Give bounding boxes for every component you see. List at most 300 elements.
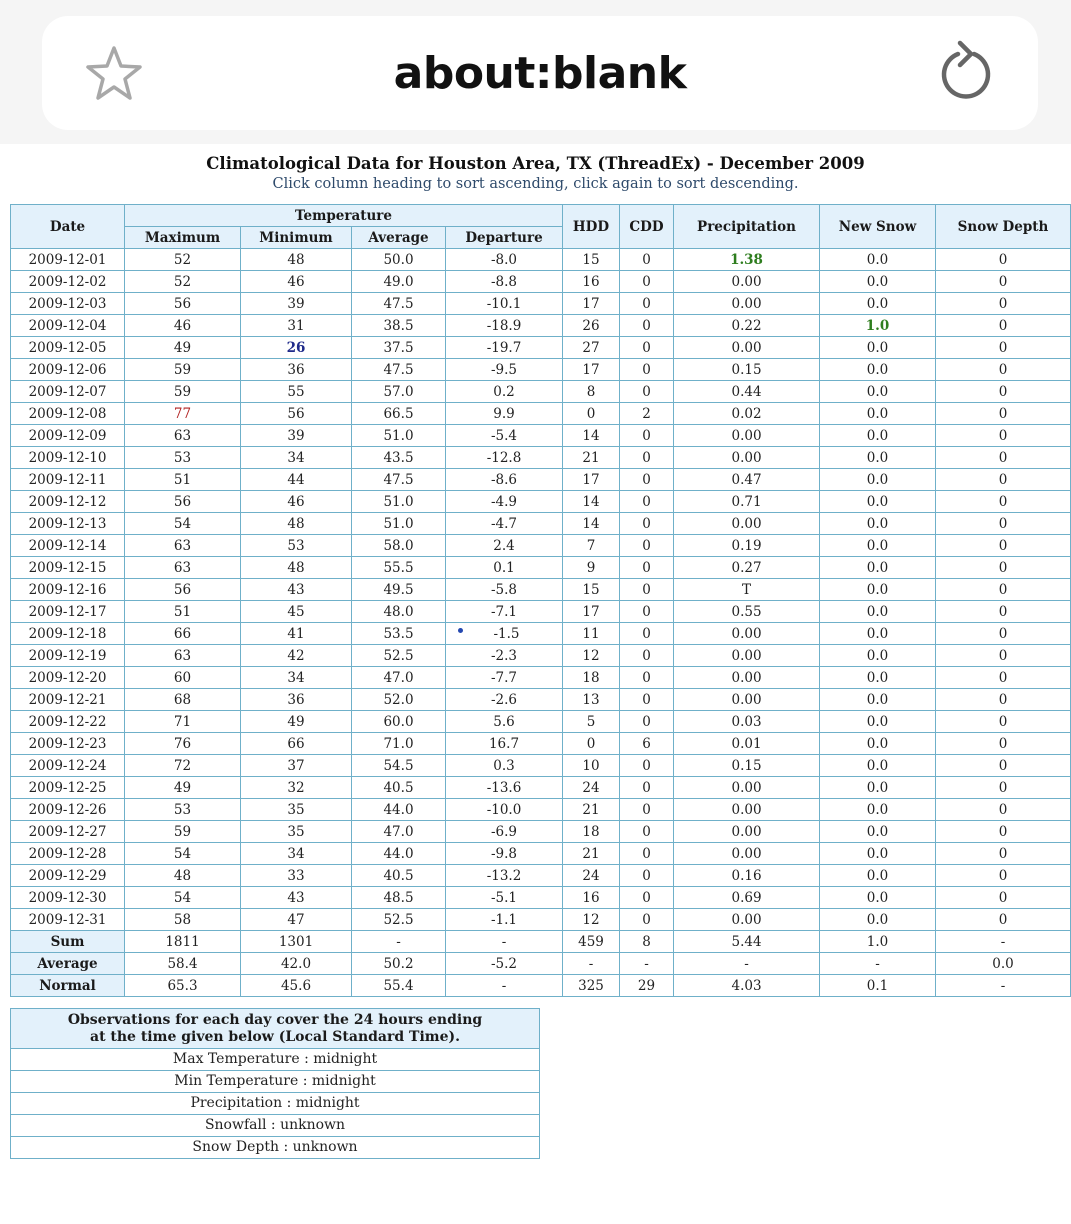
cell-hdd: 26	[563, 315, 620, 337]
cell-new-snow: 0.0	[820, 271, 936, 293]
col-header-snow-depth[interactable]: Snow Depth	[936, 205, 1071, 249]
cell-minimum: 35	[241, 821, 352, 843]
cell-departure: -8.0	[446, 249, 563, 271]
cell-precipitation: 0.00	[674, 337, 820, 359]
cell-minimum: 44	[241, 469, 352, 491]
daily-rows	[11, 249, 1071, 931]
table-row	[11, 909, 1071, 931]
cell-departure: 16.7	[446, 733, 563, 755]
cell-average: 52.5	[352, 645, 446, 667]
cell-average: 51.0	[352, 513, 446, 535]
cell-departure: -5.2	[446, 953, 563, 975]
cell-snow-depth: 0	[936, 887, 1071, 909]
cell-date: 2009-12-04	[11, 315, 125, 337]
table-row	[11, 359, 1071, 381]
cell-maximum: 51	[125, 601, 241, 623]
cell-new-snow: 0.1	[820, 975, 936, 997]
cell-average: 44.0	[352, 843, 446, 865]
cell-average: 48.0	[352, 601, 446, 623]
cell-average: 52.0	[352, 689, 446, 711]
cell-new-snow: 0.0	[820, 755, 936, 777]
cell-cdd: 0	[620, 755, 674, 777]
cell-minimum: 41	[241, 623, 352, 645]
summary-label: Normal	[11, 975, 125, 997]
cell-minimum: 42	[241, 645, 352, 667]
cell-snow-depth: 0	[936, 711, 1071, 733]
cell-snow-depth: 0	[936, 799, 1071, 821]
cell-maximum: 52	[125, 271, 241, 293]
cell-new-snow: 0.0	[820, 557, 936, 579]
cell-maximum: 54	[125, 887, 241, 909]
col-header-cdd[interactable]: CDD	[620, 205, 674, 249]
cell-departure: -2.3	[446, 645, 563, 667]
cell-hdd: -	[563, 953, 620, 975]
cell-maximum: 65.3	[125, 975, 241, 997]
cell-date: 2009-12-02	[11, 271, 125, 293]
cell-new-snow: 0.0	[820, 909, 936, 931]
cell-new-snow: 0.0	[820, 447, 936, 469]
cell-precipitation: 0.71	[674, 491, 820, 513]
cell-snow-depth: 0	[936, 623, 1071, 645]
cell-maximum: 76	[125, 733, 241, 755]
col-group-temperature: Temperature	[125, 205, 563, 227]
cell-snow-depth: 0	[936, 513, 1071, 535]
cell-new-snow: 0.0	[820, 733, 936, 755]
table-row	[11, 491, 1071, 513]
cell-cdd: 0	[620, 623, 674, 645]
observation-item: Precipitation : midnight	[11, 1093, 540, 1115]
cell-hdd: 21	[563, 447, 620, 469]
cell-date: 2009-12-25	[11, 777, 125, 799]
cell-date: 2009-12-11	[11, 469, 125, 491]
cell-date: 2009-12-24	[11, 755, 125, 777]
cell-snow-depth: 0	[936, 337, 1071, 359]
col-header-minimum[interactable]: Minimum	[241, 227, 352, 249]
cell-average: 49.0	[352, 271, 446, 293]
cell-hdd: 18	[563, 821, 620, 843]
table-row	[11, 843, 1071, 865]
cell-cdd: 0	[620, 689, 674, 711]
cell-snow-depth: 0	[936, 381, 1071, 403]
cell-departure: -9.5	[446, 359, 563, 381]
climate-data-table	[10, 204, 1071, 997]
cell-maximum: 56	[125, 579, 241, 601]
cell-precipitation: 0.03	[674, 711, 820, 733]
cell-snow-depth: 0	[936, 777, 1071, 799]
cell-maximum: 71	[125, 711, 241, 733]
cell-snow-depth: 0	[936, 667, 1071, 689]
observation-item: Snowfall : unknown	[11, 1115, 540, 1137]
col-header-hdd[interactable]: HDD	[563, 205, 620, 249]
cell-departure: -13.6	[446, 777, 563, 799]
cell-departure: -	[446, 931, 563, 953]
cell-new-snow: 0.0	[820, 425, 936, 447]
cell-departure: -	[446, 975, 563, 997]
col-header-maximum[interactable]: Maximum	[125, 227, 241, 249]
cell-departure: 5.6	[446, 711, 563, 733]
browser-toolbar	[0, 0, 1071, 144]
cell-average: 57.0	[352, 381, 446, 403]
table-row	[11, 249, 1071, 271]
cell-new-snow: 1.0	[820, 931, 936, 953]
cell-snow-depth: -	[936, 975, 1071, 997]
cell-hdd: 12	[563, 909, 620, 931]
cell-hdd: 15	[563, 249, 620, 271]
cell-hdd: 10	[563, 755, 620, 777]
cell-departure: -10.1	[446, 293, 563, 315]
cell-new-snow: 0.0	[820, 403, 936, 425]
cell-departure: -10.0	[446, 799, 563, 821]
cell-new-snow: -	[820, 953, 936, 975]
cell-average: 55.4	[352, 975, 446, 997]
cell-maximum: 56	[125, 491, 241, 513]
cell-cdd: 0	[620, 887, 674, 909]
cell-average: 51.0	[352, 491, 446, 513]
cell-maximum: 52	[125, 249, 241, 271]
cell-maximum: 60	[125, 667, 241, 689]
table-row	[11, 513, 1071, 535]
cell-precipitation: 0.15	[674, 755, 820, 777]
cell-precipitation: 0.00	[674, 689, 820, 711]
cell-hdd: 15	[563, 579, 620, 601]
cell-new-snow: 0.0	[820, 579, 936, 601]
cell-maximum: 77	[125, 403, 241, 425]
cell-hdd: 21	[563, 799, 620, 821]
table-row	[11, 821, 1071, 843]
cell-maximum: 49	[125, 337, 241, 359]
cell-precipitation: 0.44	[674, 381, 820, 403]
cell-cdd: 0	[620, 315, 674, 337]
cell-hdd: 17	[563, 601, 620, 623]
cell-departure: -1.5	[446, 623, 563, 645]
cell-cdd: 29	[620, 975, 674, 997]
cell-precipitation: 0.00	[674, 667, 820, 689]
col-header-departure[interactable]: Departure	[446, 227, 563, 249]
cell-minimum: 36	[241, 359, 352, 381]
cell-date: 2009-12-30	[11, 887, 125, 909]
table-row	[11, 403, 1071, 425]
cell-average: 47.5	[352, 359, 446, 381]
cell-minimum: 56	[241, 403, 352, 425]
cell-date: 2009-12-17	[11, 601, 125, 623]
cell-new-snow: 0.0	[820, 293, 936, 315]
cell-snow-depth: 0	[936, 865, 1071, 887]
cell-departure: -1.1	[446, 909, 563, 931]
cell-date: 2009-12-21	[11, 689, 125, 711]
cell-snow-depth: 0	[936, 755, 1071, 777]
table-row	[11, 557, 1071, 579]
cell-date: 2009-12-16	[11, 579, 125, 601]
cell-snow-depth: 0	[936, 645, 1071, 667]
cell-date: 2009-12-27	[11, 821, 125, 843]
cell-precipitation: 0.01	[674, 733, 820, 755]
cell-date: 2009-12-09	[11, 425, 125, 447]
table-row	[11, 293, 1071, 315]
cell-minimum: 32	[241, 777, 352, 799]
cell-average: 51.0	[352, 425, 446, 447]
cell-cdd: 0	[620, 821, 674, 843]
cell-new-snow: 0.0	[820, 513, 936, 535]
cell-minimum: 42.0	[241, 953, 352, 975]
cell-departure: -5.1	[446, 887, 563, 909]
cell-cdd: 0	[620, 293, 674, 315]
cell-new-snow: 0.0	[820, 491, 936, 513]
cell-departure: -12.8	[446, 447, 563, 469]
cell-maximum: 63	[125, 425, 241, 447]
cell-precipitation: 0.00	[674, 799, 820, 821]
col-header-average[interactable]: Average	[352, 227, 446, 249]
cell-departure: -8.6	[446, 469, 563, 491]
address-bar[interactable]	[42, 16, 1038, 130]
cell-average: 47.5	[352, 469, 446, 491]
cell-hdd: 13	[563, 689, 620, 711]
cell-date: 2009-12-07	[11, 381, 125, 403]
cell-cdd: 0	[620, 667, 674, 689]
cell-minimum: 49	[241, 711, 352, 733]
observation-item: Snow Depth : unknown	[11, 1137, 540, 1159]
table-row	[11, 667, 1071, 689]
cell-minimum: 1301	[241, 931, 352, 953]
page-subtitle: Click column heading to sort ascending, click again to sort descending.	[272, 176, 799, 192]
cell-departure: -8.8	[446, 271, 563, 293]
cell-minimum: 34	[241, 447, 352, 469]
col-header-precipitation[interactable]: Precipitation	[674, 205, 820, 249]
cell-maximum: 54	[125, 513, 241, 535]
cell-hdd: 11	[563, 623, 620, 645]
table-row	[11, 689, 1071, 711]
cell-precipitation: 0.00	[674, 447, 820, 469]
cell-maximum: 53	[125, 799, 241, 821]
cell-departure: 0.1	[446, 557, 563, 579]
cell-cdd: 0	[620, 447, 674, 469]
cell-minimum: 39	[241, 293, 352, 315]
cell-average: 38.5	[352, 315, 446, 337]
cell-average: 53.5	[352, 623, 446, 645]
cell-average: 50.0	[352, 249, 446, 271]
cell-snow-depth: 0	[936, 557, 1071, 579]
cell-average: 47.0	[352, 667, 446, 689]
cell-precipitation: 0.00	[674, 909, 820, 931]
cell-hdd: 16	[563, 271, 620, 293]
cell-hdd: 14	[563, 513, 620, 535]
cell-cdd: 0	[620, 249, 674, 271]
cell-cdd: 0	[620, 601, 674, 623]
cell-departure: -2.6	[446, 689, 563, 711]
cell-maximum: 53	[125, 447, 241, 469]
cell-precipitation: 0.22	[674, 315, 820, 337]
cell-maximum: 51	[125, 469, 241, 491]
cell-minimum: 48	[241, 249, 352, 271]
cell-cdd: 0	[620, 711, 674, 733]
cell-average: 55.5	[352, 557, 446, 579]
cell-date: 2009-12-15	[11, 557, 125, 579]
cell-hdd: 5	[563, 711, 620, 733]
table-row	[11, 777, 1071, 799]
observation-item: Min Temperature : midnight	[11, 1071, 540, 1093]
summary-row	[11, 975, 1071, 997]
cell-precipitation: 0.02	[674, 403, 820, 425]
cell-cdd: 0	[620, 579, 674, 601]
cell-date: 2009-12-23	[11, 733, 125, 755]
cell-minimum: 37	[241, 755, 352, 777]
cell-new-snow: 0.0	[820, 711, 936, 733]
cell-precipitation: 0.47	[674, 469, 820, 491]
cell-departure: -4.7	[446, 513, 563, 535]
cell-average: 58.0	[352, 535, 446, 557]
cell-average: 43.5	[352, 447, 446, 469]
cell-snow-depth: 0	[936, 403, 1071, 425]
cell-departure: -7.1	[446, 601, 563, 623]
cell-snow-depth: 0	[936, 843, 1071, 865]
cell-cdd: 0	[620, 799, 674, 821]
cell-maximum: 58	[125, 909, 241, 931]
cell-cdd: 0	[620, 469, 674, 491]
url-text[interactable]: about:blank	[393, 47, 687, 99]
cell-hdd: 17	[563, 293, 620, 315]
cell-precipitation: 0.00	[674, 645, 820, 667]
reload-icon[interactable]	[938, 40, 994, 104]
table-row	[11, 315, 1071, 337]
cell-departure: -19.7	[446, 337, 563, 359]
cell-cdd: 0	[620, 381, 674, 403]
cell-maximum: 68	[125, 689, 241, 711]
table-row	[11, 271, 1071, 293]
cell-minimum: 45.6	[241, 975, 352, 997]
cell-minimum: 31	[241, 315, 352, 337]
cell-hdd: 17	[563, 359, 620, 381]
cell-departure: 2.4	[446, 535, 563, 557]
observation-header-line2: at the time given below (Local Standard Time).	[90, 1029, 460, 1045]
table-row	[11, 711, 1071, 733]
cell-minimum: 46	[241, 491, 352, 513]
cell-precipitation: 0.00	[674, 623, 820, 645]
cell-snow-depth: 0	[936, 359, 1071, 381]
cell-date: 2009-12-26	[11, 799, 125, 821]
cell-cdd: 0	[620, 843, 674, 865]
cell-average: 40.5	[352, 777, 446, 799]
summary-row	[11, 953, 1071, 975]
cell-departure: -5.8	[446, 579, 563, 601]
cell-precipitation: 0.19	[674, 535, 820, 557]
cell-cdd: 0	[620, 777, 674, 799]
cell-hdd: 21	[563, 843, 620, 865]
cell-new-snow: 0.0	[820, 887, 936, 909]
cell-snow-depth: 0	[936, 689, 1071, 711]
cell-date: 2009-12-12	[11, 491, 125, 513]
col-header-new-snow[interactable]: New Snow	[820, 205, 936, 249]
cell-precipitation: 0.27	[674, 557, 820, 579]
cell-maximum: 59	[125, 381, 241, 403]
cell-departure: 9.9	[446, 403, 563, 425]
cell-cdd: 6	[620, 733, 674, 755]
cell-hdd: 24	[563, 777, 620, 799]
cell-precipitation: 0.00	[674, 513, 820, 535]
cell-new-snow: 0.0	[820, 337, 936, 359]
cell-average: 50.2	[352, 953, 446, 975]
table-row	[11, 535, 1071, 557]
cell-new-snow: 0.0	[820, 843, 936, 865]
cell-precipitation: -	[674, 953, 820, 975]
cell-precipitation: T	[674, 579, 820, 601]
cell-average: 37.5	[352, 337, 446, 359]
cell-minimum: 47	[241, 909, 352, 931]
cell-snow-depth: 0	[936, 469, 1071, 491]
observation-header	[11, 1009, 540, 1049]
cell-maximum: 63	[125, 535, 241, 557]
cell-average: -	[352, 931, 446, 953]
cell-minimum: 39	[241, 425, 352, 447]
cell-maximum: 48	[125, 865, 241, 887]
cell-new-snow: 0.0	[820, 777, 936, 799]
cell-maximum: 54	[125, 843, 241, 865]
cell-cdd: 0	[620, 425, 674, 447]
cell-average: 47.0	[352, 821, 446, 843]
cell-average: 47.5	[352, 293, 446, 315]
cell-date: 2009-12-13	[11, 513, 125, 535]
table-row	[11, 337, 1071, 359]
cell-new-snow: 0.0	[820, 689, 936, 711]
table-row	[11, 425, 1071, 447]
cell-hdd: 27	[563, 337, 620, 359]
cell-date: 2009-12-31	[11, 909, 125, 931]
table-row	[11, 887, 1071, 909]
table-row	[11, 447, 1071, 469]
cell-new-snow: 0.0	[820, 623, 936, 645]
cell-hdd: 0	[563, 403, 620, 425]
cell-hdd: 17	[563, 469, 620, 491]
cell-date: 2009-12-18	[11, 623, 125, 645]
cell-departure: -13.2	[446, 865, 563, 887]
cell-date: 2009-12-05	[11, 337, 125, 359]
cell-maximum: 63	[125, 645, 241, 667]
cell-cdd: 8	[620, 931, 674, 953]
cell-precipitation: 0.00	[674, 777, 820, 799]
cell-cdd: -	[620, 953, 674, 975]
cell-precipitation: 0.69	[674, 887, 820, 909]
cell-hdd: 16	[563, 887, 620, 909]
cell-hdd: 7	[563, 535, 620, 557]
cell-precipitation: 0.00	[674, 843, 820, 865]
cell-cdd: 0	[620, 909, 674, 931]
table-row	[11, 865, 1071, 887]
cell-new-snow: 0.0	[820, 799, 936, 821]
cell-date: 2009-12-28	[11, 843, 125, 865]
page-title: Climatological Data for Houston Area, TX (ThreadEx) - December 2009	[206, 154, 865, 173]
cell-minimum: 34	[241, 667, 352, 689]
cell-minimum: 43	[241, 887, 352, 909]
cell-precipitation: 0.15	[674, 359, 820, 381]
cell-snow-depth: 0	[936, 271, 1071, 293]
table-row	[11, 601, 1071, 623]
cell-date: 2009-12-19	[11, 645, 125, 667]
summary-row	[11, 931, 1071, 953]
summary-label: Sum	[11, 931, 125, 953]
cell-snow-depth: 0	[936, 447, 1071, 469]
cell-new-snow: 0.0	[820, 535, 936, 557]
cell-hdd: 12	[563, 645, 620, 667]
cell-maximum: 58.4	[125, 953, 241, 975]
col-header-date[interactable]: Date	[11, 205, 125, 249]
cell-precipitation: 0.00	[674, 425, 820, 447]
table-row	[11, 645, 1071, 667]
cell-departure: -18.9	[446, 315, 563, 337]
cell-hdd: 459	[563, 931, 620, 953]
cell-hdd: 0	[563, 733, 620, 755]
bookmark-star-icon[interactable]	[84, 44, 144, 104]
cell-hdd: 14	[563, 491, 620, 513]
cell-cdd: 0	[620, 491, 674, 513]
cell-date: 2009-12-10	[11, 447, 125, 469]
